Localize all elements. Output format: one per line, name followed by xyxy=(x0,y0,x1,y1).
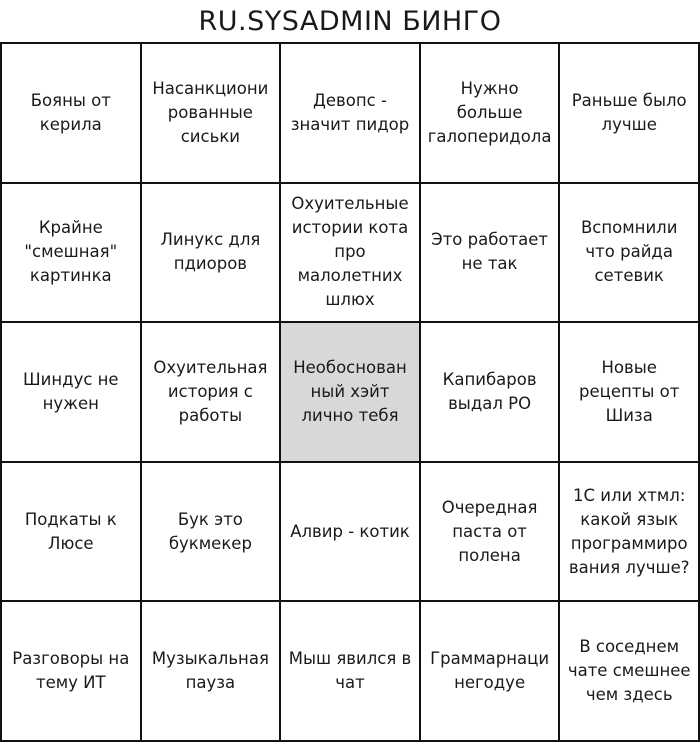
bingo-cell-6[interactable]: Крайне "смешная" картинка xyxy=(2,184,142,324)
bingo-cell-2[interactable]: Насанкциони рованные сиськи xyxy=(142,44,282,184)
bingo-cell-11[interactable]: Шиндус не нужен xyxy=(2,323,142,463)
bingo-cell-21[interactable]: Разговоры на тему ИТ xyxy=(2,602,142,742)
bingo-title: RU.SYSADMIN БИНГО xyxy=(198,6,502,37)
bingo-cell-7[interactable]: Линукс для пдиоров xyxy=(142,184,282,324)
bingo-cell-24[interactable]: Граммарнаци негодуе xyxy=(421,602,561,742)
bingo-cell-1[interactable]: Бояны от керила xyxy=(2,44,142,184)
bingo-cell-20[interactable]: 1С или хтмл: какой язык программиро вания лучше? xyxy=(560,463,700,603)
bingo-cell-19[interactable]: Очередная паста от полена xyxy=(421,463,561,603)
bingo-cell-15[interactable]: Новые рецепты от Шиза xyxy=(560,323,700,463)
bingo-cell-9[interactable]: Это работает не так xyxy=(421,184,561,324)
bingo-cell-4[interactable]: Нужно больше галоперидола xyxy=(421,44,561,184)
bingo-cell-8[interactable]: Охуительные истории кота про малолетних шлюх xyxy=(281,184,421,324)
bingo-cell-17[interactable]: Бук это букмекер xyxy=(142,463,282,603)
bingo-cell-12[interactable]: Охуительная история с работы xyxy=(142,323,282,463)
bingo-cell-14[interactable]: Капибаров выдал РО xyxy=(421,323,561,463)
bingo-cell-3[interactable]: Девопс - значит пидор xyxy=(281,44,421,184)
bingo-cell-23[interactable]: Мыш явился в чат xyxy=(281,602,421,742)
bingo-grid xyxy=(0,42,700,742)
bingo-cell-22[interactable]: Музыкальная пауза xyxy=(142,602,282,742)
bingo-cell-16[interactable]: Подкаты к Люсе xyxy=(2,463,142,603)
bingo-cell-center-free[interactable]: Необоснован ный хэйт лично тебя xyxy=(281,323,421,463)
bingo-cell-10[interactable]: Вспомнили что райда сетевик xyxy=(560,184,700,324)
bingo-cell-5[interactable]: Раньше было лучше xyxy=(560,44,700,184)
bingo-cell-25[interactable]: В соседнем чате смешнее чем здесь xyxy=(560,602,700,742)
bingo-cell-18[interactable]: Алвир - котик xyxy=(281,463,421,603)
